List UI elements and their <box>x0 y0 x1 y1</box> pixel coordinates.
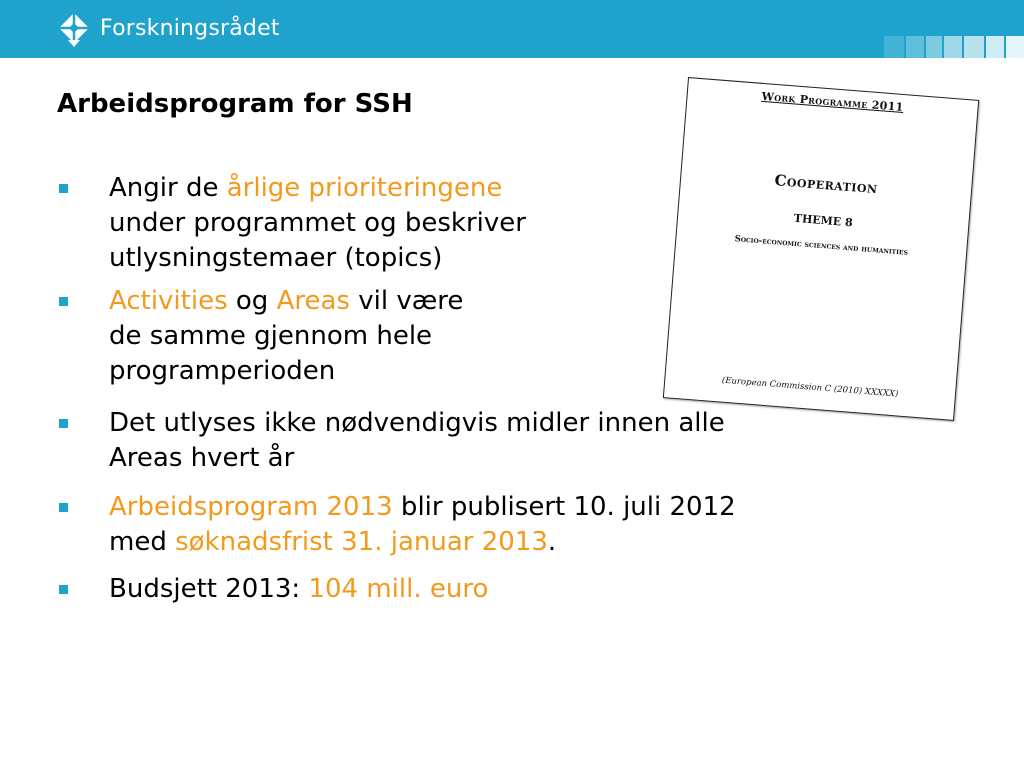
bullet-highlight: årlige prioriteringene <box>226 173 503 203</box>
bullet-text: utlysningstemaer (topics) <box>109 243 443 273</box>
bullet-highlight: 104 mill. euro <box>308 574 489 604</box>
bullet-text: programperioden <box>109 356 336 386</box>
document-reference: (European Commission C (2010) XXXXX) <box>721 375 899 400</box>
list-item <box>57 484 957 560</box>
bullet-highlight: Areas <box>276 286 350 316</box>
bullet-text: med <box>109 527 176 557</box>
bullet-text: Det utlyses ikke nødvendigvis midler innen alle <box>109 408 725 438</box>
bullet-text: Angir de <box>109 173 227 203</box>
bullet-text: blir publisert 10. juli 2012 <box>392 492 736 522</box>
page-title: Arbeidsprogram for SSH <box>57 89 413 119</box>
document-heading: Work Programme 2011 <box>761 89 905 115</box>
bullet-text: og <box>227 286 277 316</box>
document-subtitle: Socio-economic sciences and humanities <box>734 234 909 258</box>
bullet-text: Areas hvert år <box>109 443 295 473</box>
bullet-marker-icon <box>59 184 68 193</box>
bullet-marker-icon <box>59 503 68 512</box>
bullet-marker-icon <box>59 297 68 306</box>
logo-text: Forskningsrådet <box>100 16 280 41</box>
bullet-text: vil være <box>349 286 464 316</box>
bullet-text: de samme gjennom hele <box>109 321 433 351</box>
document-theme: THEME 8 <box>793 211 854 230</box>
work-programme-document-image <box>663 77 979 421</box>
bullet-text: under programmet og beskriver <box>109 208 526 238</box>
list-item <box>57 568 957 607</box>
document-cooperation: Cooperation <box>773 171 879 198</box>
bullet-marker-icon <box>59 585 68 594</box>
bullet-highlight: Arbeidsprogram 2013 <box>109 492 393 522</box>
bullet-highlight: Activities <box>109 286 228 316</box>
header-decoration <box>884 36 1024 58</box>
bullet-text: Budsjett 2013: <box>109 574 309 604</box>
header-bar <box>0 0 1024 58</box>
forskningsradet-logo-icon <box>54 10 94 50</box>
bullet-text: . <box>547 527 557 557</box>
bullet-highlight: søknadsfrist 31. januar 2013 <box>175 527 548 557</box>
bullet-marker-icon <box>59 419 68 428</box>
